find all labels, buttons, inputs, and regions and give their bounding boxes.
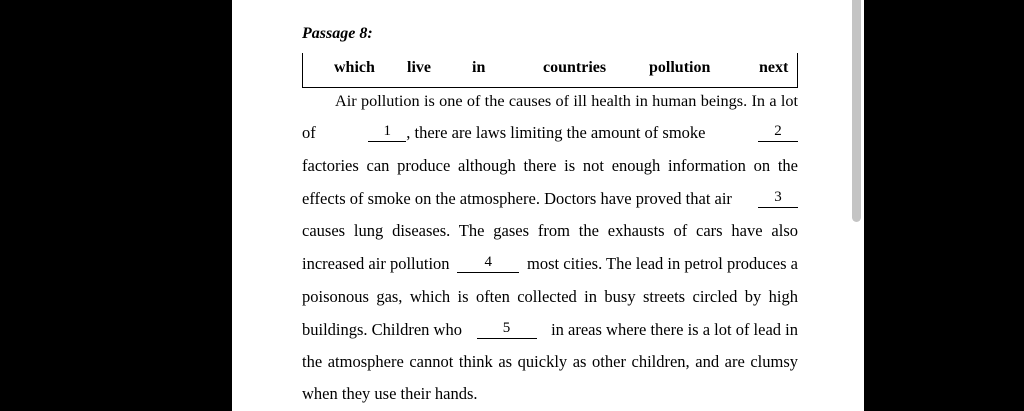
passage-text: factories can produce although there is not enough information on the [302,156,798,175]
blank-5[interactable]: 5 [477,318,537,339]
word-bank-item: which [334,59,375,76]
passage-text: , there are laws limiting the amount of smoke [406,123,706,142]
passage-text: buildings. Children who [302,320,462,339]
passage-text: causes lung diseases. The gases from the exhausts of cars have also [302,221,798,240]
passage-text: of [302,123,316,142]
passage-line [302,318,798,342]
passage-line [302,350,798,374]
vertical-scrollbar[interactable] [852,0,861,222]
passage-text: most cities. The lead in petrol produces a [527,254,798,273]
blank-3[interactable]: 3 [758,187,798,208]
word-bank-item: live [407,59,431,76]
passage-line [302,252,798,276]
passage-text: when they use their hands. [302,384,478,403]
word-bank-item: next [759,59,789,76]
passage-line [302,121,798,145]
passage-line [335,89,798,113]
word-bank-box [302,53,798,88]
passage-text: increased air pollution [302,254,450,273]
passage-line [302,382,798,406]
blank-4[interactable]: 4 [457,252,519,273]
word-bank-item: countries [543,59,607,76]
passage-line [302,285,798,309]
passage-line [302,154,798,178]
passage-text: Air pollution is one of the causes of ill health in human beings. In a lot [335,92,798,110]
word-bank-item: pollution [649,59,711,76]
passage-title: Passage 8: [302,25,373,42]
word-bank-item: in [472,59,486,76]
passage-text: poisonous gas, which is often collected in busy streets circled by high [302,287,798,306]
passage-text: effects of smoke on the atmosphere. Doctors have proved that air [302,189,732,208]
passage-line [302,187,798,211]
blank-2[interactable]: 2 [758,121,798,142]
blank-1[interactable]: 1 [368,121,406,142]
passage-text: the atmosphere cannot think as quickly as other children, and are clumsy [302,352,798,371]
passage-line [302,219,798,243]
passage-text: in areas where there is a lot of lead in [551,320,798,339]
